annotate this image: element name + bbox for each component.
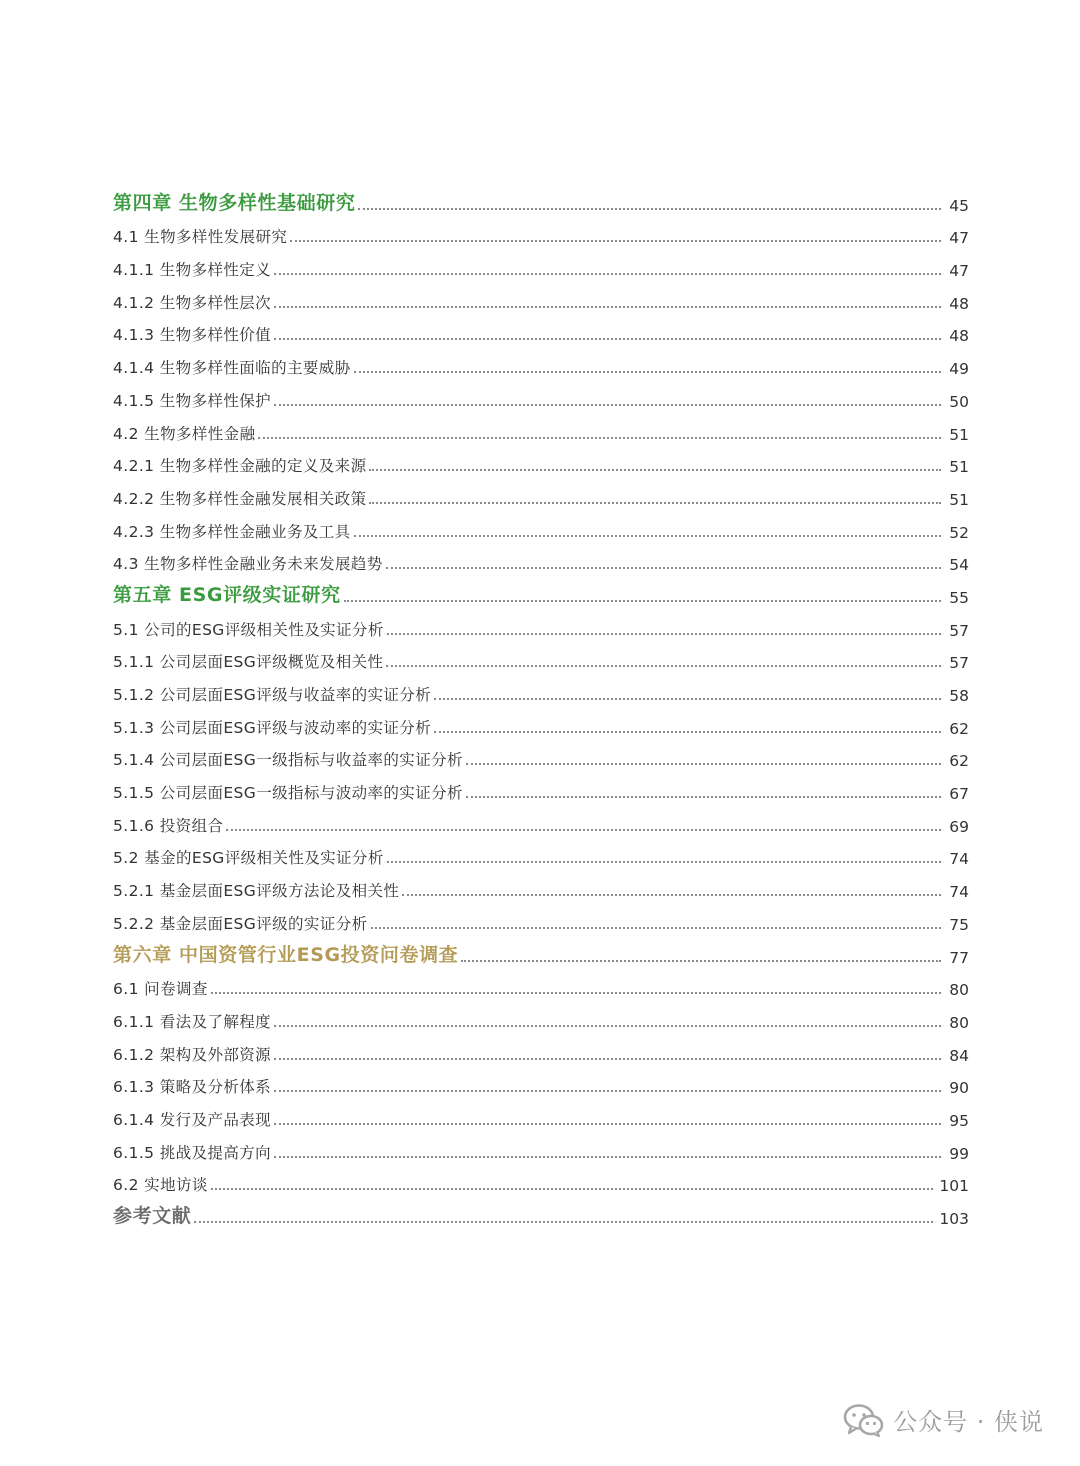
toc-entry-row[interactable] [113,351,969,384]
toc-title: 6.1.4 发行及产品表现 [113,1110,272,1129]
page-number: 103 [939,1210,969,1228]
toc-title: 5.1.6 投资组合 [113,816,224,835]
page-number: 74 [949,850,969,869]
dot-leader [402,894,941,896]
toc-entry-row[interactable] [113,384,969,417]
toc-entry-row[interactable] [113,1136,969,1169]
dot-leader [386,665,941,667]
toc-title: 5.1.1 公司层面ESG评级概览及相关性 [113,653,384,672]
toc-chapter-row[interactable] [113,188,969,221]
dot-leader [211,1188,934,1190]
toc-title: 5.1.5 公司层面ESG一级指标与波动率的实证分析 [113,784,463,803]
page-number: 62 [949,752,969,771]
toc-entry-row[interactable] [113,1103,969,1136]
page-number: 75 [949,915,969,934]
toc-title: 6.1.3 策略及分析体系 [113,1078,272,1097]
page-number: 99 [949,1144,969,1163]
page-number: 57 [949,654,969,673]
dot-leader [386,567,941,569]
toc-title: 参考文献 [113,1205,192,1227]
toc-title: 4.2 生物多样性金融 [113,424,256,443]
page-number: 57 [949,621,969,640]
dot-leader [358,208,941,210]
page-number: 47 [949,262,969,281]
toc-chapter-row[interactable] [113,580,969,613]
page-number: 58 [949,687,969,705]
toc-title: 第四章 生物多样性基础研究 [113,191,356,214]
dot-leader [387,861,941,863]
toc-title: 第五章 ESG评级实证研究 [113,583,341,606]
page-number: 51 [949,490,969,509]
toc-entry-row[interactable] [113,1071,969,1104]
toc-chapter-row[interactable] [113,940,969,973]
toc-title: 4.1.5 生物多样性保护 [113,391,272,410]
toc-title: 4.1.1 生物多样性定义 [113,261,272,280]
dot-leader [274,1058,941,1060]
toc-title: 6.1.5 挑战及提高方向 [113,1143,272,1162]
page-number: 101 [939,1177,969,1196]
dot-leader [369,502,941,504]
page-number: 48 [949,327,969,346]
toc-entry-row[interactable] [113,907,969,940]
toc-entry-row[interactable] [113,744,969,777]
toc-entry-row[interactable] [113,515,969,548]
dot-leader [274,273,941,275]
dot-leader [354,371,941,373]
dot-leader [194,1221,933,1223]
page-number: 48 [949,294,969,313]
toc-entry-row[interactable] [113,482,969,515]
toc-title: 5.1 公司的ESG评级相关性及实证分析 [113,620,384,639]
dot-leader [387,633,941,635]
toc-title: 4.2.3 生物多样性金融业务及工具 [113,522,351,541]
dot-leader [434,698,941,700]
toc-title: 4.2.2 生物多样性金融发展相关政策 [113,489,367,508]
wechat-icon [843,1403,885,1437]
toc-entry-row[interactable] [113,1005,969,1038]
toc-title: 5.2.2 基金层面ESG评级的实证分析 [113,914,368,933]
dot-leader [274,1156,941,1158]
dot-leader [461,960,941,962]
page-number: 67 [949,785,969,804]
toc-title: 5.1.4 公司层面ESG一级指标与收益率的实证分析 [113,751,463,770]
toc-title: 4.2.1 生物多样性金融的定义及来源 [113,457,367,476]
toc-entry-row[interactable] [113,548,969,581]
toc-title: 4.3 生物多样性金融业务未来发展趋势 [113,555,383,574]
toc-entry-row[interactable] [113,1169,969,1202]
dot-leader [344,600,941,602]
dot-leader [274,1025,941,1027]
toc-entry-row[interactable] [113,711,969,744]
toc-entry-row[interactable] [113,253,969,286]
toc-entry-row[interactable] [113,417,969,450]
watermark-text: 公众号 · 侠说 [893,1408,1044,1436]
page-number: 95 [949,1111,969,1130]
toc-title: 5.1.2 公司层面ESG评级与收益率的实证分析 [113,686,432,704]
page-number: 47 [949,229,969,248]
toc-entry-row[interactable] [113,776,969,809]
toc-entry-row[interactable] [113,809,969,842]
toc-title: 4.1 生物多样性发展研究 [113,228,288,247]
toc-title: 4.1.3 生物多样性价值 [113,326,272,345]
toc-title: 5.2 基金的ESG评级相关性及实证分析 [113,849,384,868]
page-number: 54 [949,556,969,575]
toc-entry-row[interactable] [113,646,969,679]
page-number: 74 [949,883,969,902]
dot-leader [290,240,941,242]
page-number: 90 [949,1079,969,1098]
dot-leader [274,1123,941,1125]
dot-leader [274,404,941,406]
dot-leader [466,796,941,798]
dot-leader [369,469,941,471]
toc-chapter-row[interactable] [113,1201,969,1234]
page-number: 51 [949,458,969,477]
page-number: 52 [949,523,969,542]
toc-entry-row[interactable] [113,286,969,319]
dot-leader [466,763,941,765]
toc-entry-row[interactable] [113,973,969,1006]
dot-leader [274,306,941,308]
page-number: 77 [949,948,969,967]
page-number: 49 [949,360,969,379]
toc-title: 4.1.2 生物多样性层次 [113,293,272,312]
table-of-contents [113,188,969,1234]
page-number: 62 [949,719,969,738]
toc-entry-row[interactable] [113,319,969,352]
toc-title: 第六章 中国资管行业ESG投资问卷调查 [113,943,459,966]
toc-title: 6.2 实地访谈 [113,1176,208,1195]
page-number: 80 [949,981,969,1000]
dot-leader [258,437,941,439]
page-number: 51 [949,425,969,444]
toc-title: 6.1 问卷调查 [113,980,208,999]
toc-title: 6.1.2 架构及外部资源 [113,1045,272,1064]
page-number: 45 [949,196,969,215]
dot-leader [274,338,941,340]
dot-leader [354,535,941,537]
toc-entry-row[interactable] [113,678,969,711]
page-number: 55 [949,588,969,607]
toc-entry-row[interactable] [113,1038,969,1071]
toc-entry-row[interactable] [113,221,969,254]
dot-leader [274,1090,941,1092]
dot-leader [226,829,941,831]
page-number: 84 [949,1046,969,1065]
watermark [843,1402,1044,1437]
toc-entry-row[interactable] [113,450,969,483]
page-number: 50 [949,392,969,411]
toc-title: 4.1.4 生物多样性面临的主要威胁 [113,359,351,378]
toc-entry-row[interactable] [113,874,969,907]
page-number: 69 [949,817,969,836]
toc-title: 6.1.1 看法及了解程度 [113,1012,272,1031]
dot-leader [434,731,941,733]
page-number: 80 [949,1013,969,1032]
dot-leader [211,992,941,994]
toc-title: 5.2.1 基金层面ESG评级方法论及相关性 [113,882,400,901]
toc-title: 5.1.3 公司层面ESG评级与波动率的实证分析 [113,718,432,737]
toc-entry-row[interactable] [113,613,969,646]
toc-entry-row[interactable] [113,842,969,875]
dot-leader [371,927,941,929]
